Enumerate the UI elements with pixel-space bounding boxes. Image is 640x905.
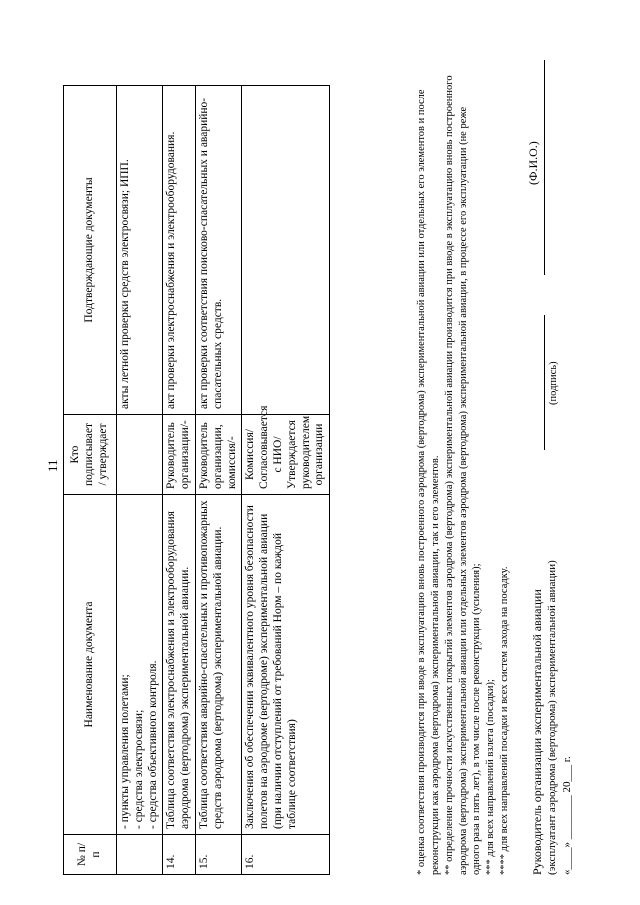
table-row	[242, 86, 330, 875]
list-item: - средства электросвязи;	[132, 709, 145, 829]
cell-confirming: акты летной проверки средств электросвязи; ИПП.	[117, 86, 163, 415]
cell-document: Таблица соответствия электроснабжения и электрооборудования аэродрома (вертодрома) экспериментальной авиации.	[163, 495, 196, 835]
header-number: № п/п	[64, 835, 117, 875]
cell-confirming: акт проверки электроснабжения и электрооборудования.	[163, 86, 196, 415]
footnote: * оценка соответствия производится при вводе в эксплуатацию вновь построенного аэродрома (вертодрома) экспериментальной авиации или отдельных его элементов и после реконструкции как аэродрома (вертодрома) экспериментальной авиации, так и его элементов.	[416, 89, 441, 875]
header-confirming: Подтверждающие документы	[64, 86, 117, 415]
page-number: 11	[45, 459, 60, 472]
signature-caption: (подпись)	[548, 361, 559, 405]
cell-document	[117, 495, 163, 835]
cell-signer: Руководитель организации, комиссия/-	[195, 415, 241, 495]
header-document: Наименование документа	[64, 495, 117, 835]
cell-number: 16.	[242, 835, 330, 875]
list-item: - средства объективного контроля.	[146, 660, 159, 829]
header-signer: Кто подписывает / утверждает	[64, 415, 117, 495]
table-row	[163, 86, 196, 875]
documents-table	[63, 85, 330, 875]
cell-document: Заключения об обеспечении эквивалентного уровня безопасности полетов на аэродроме (вертодроме) экспериментальной авиации (при наличии отступлений от требований Норм – по каждой таблице соответствия)	[242, 495, 330, 835]
cell-signer	[117, 415, 163, 495]
list-item: - пункты управления полетами;	[119, 674, 131, 829]
table-row-continuation	[117, 86, 163, 875]
cell-number	[117, 835, 163, 875]
name-line	[544, 60, 545, 275]
footnotes	[415, 75, 512, 875]
footnote: ** определение прочности искусственных покрытий элементов аэродрома (вертодрома) экспериментальной авиации производится при вводе в эксплуатацию вновь построенного аэродрома (вертодрома) экспериментальной авиации или отдельных элементов аэродрома (вертодрома) экспериментальной авиации, в процессе его эксплуатации (не реже одного раза в пять лет), в том числе после реконструкции (усиления);	[443, 75, 483, 875]
cell-number: 14.	[163, 835, 196, 875]
cell-number: 15.	[195, 835, 241, 875]
cell-confirming	[242, 86, 330, 415]
full-name-caption: (Ф.И.О.)	[526, 141, 540, 185]
signer-subtitle: (эксплуатант аэродрома (вертодрома) экспериментальной авиации)	[546, 560, 558, 875]
table-header-row	[64, 86, 117, 875]
table-row	[195, 86, 241, 875]
cell-signer: Руководитель организации/-	[163, 415, 196, 495]
cell-document: Таблица соответствия аварийно-спасательных и противопожарных средств аэродрома (вертодрома) экспериментальной авиации.	[195, 495, 241, 835]
signature-line	[544, 315, 545, 450]
cell-confirming: акт проверки соответствия поисково-спасательных и аварийно-спасательных средств.	[195, 86, 241, 415]
date-line: «____» ________ 20___ г.	[561, 756, 573, 875]
footnote: *** для всех направлений взлета (посадки);	[485, 679, 497, 875]
signer-title: Руководитель организации экспериментальной авиации	[530, 589, 544, 875]
cell-signer: Комиссия/ Согласовывается с НИО/ Утверждается руководителем организации	[242, 415, 330, 495]
footnote: **** для всех направлений посадки и всех систем захода на посадку.	[499, 566, 511, 875]
